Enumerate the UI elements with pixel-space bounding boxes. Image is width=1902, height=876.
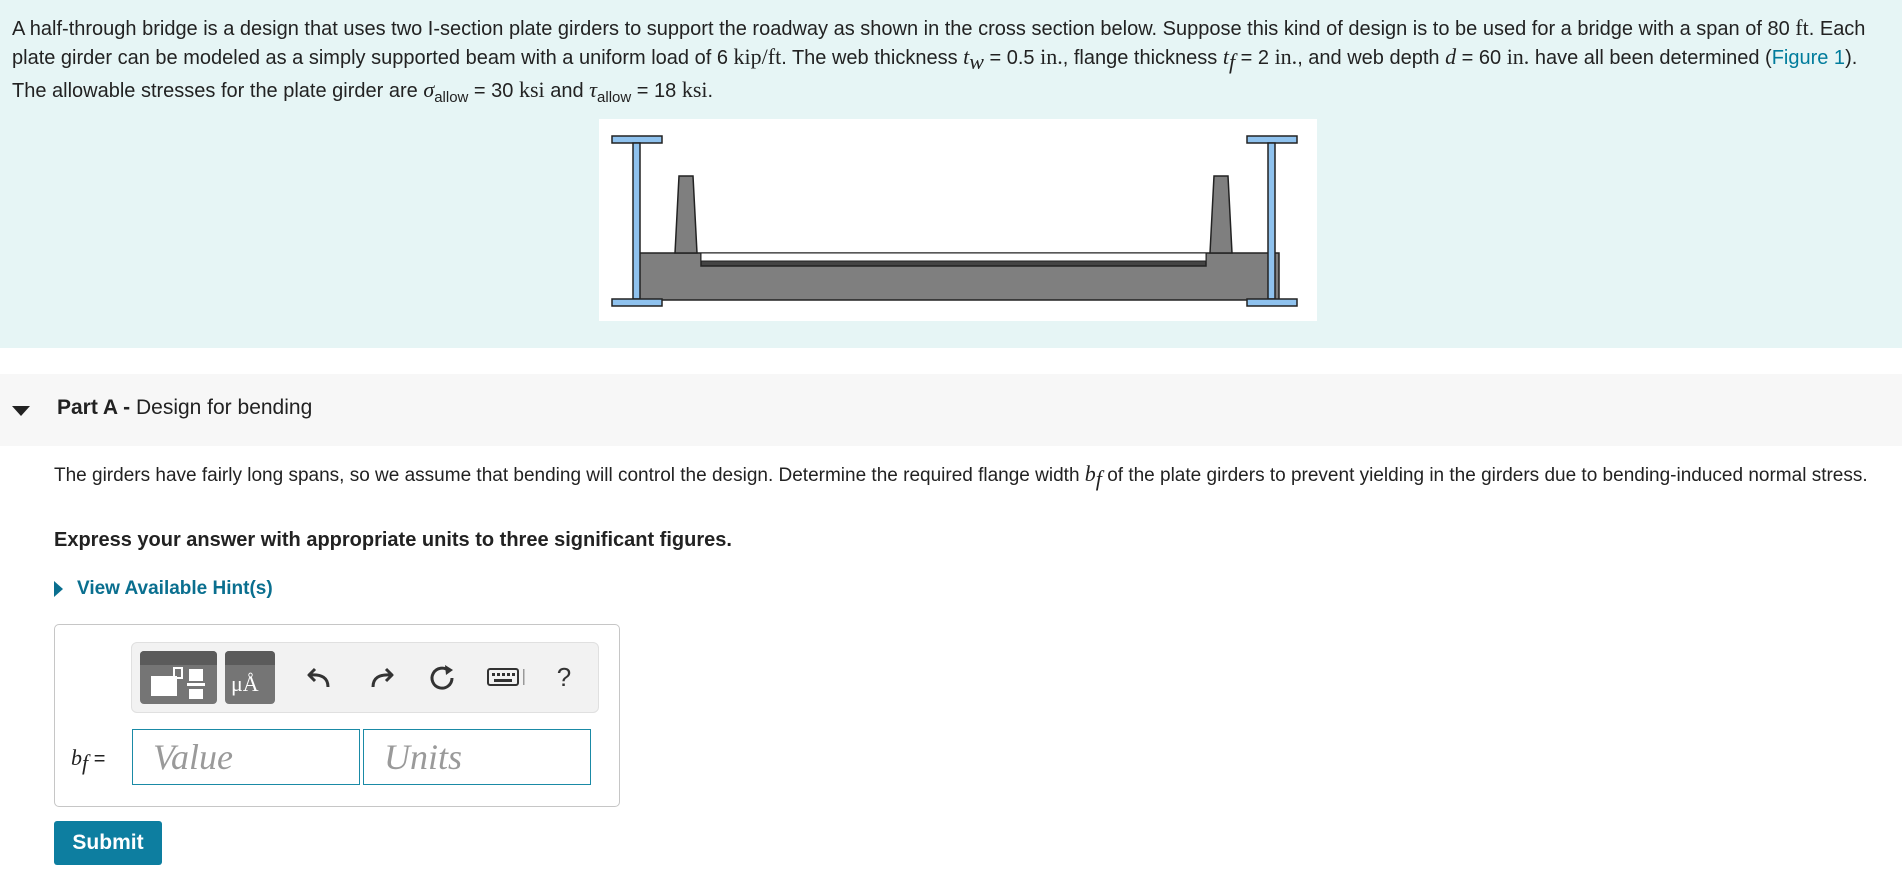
answer-box (54, 624, 620, 807)
help-button[interactable] (544, 657, 584, 697)
answer-instructions: Express your answer with appropriate units to three significant figures. (54, 529, 732, 551)
part-a-title: Part A - Design for bending (57, 396, 313, 419)
templates-icon (140, 651, 217, 704)
figure-1-link[interactable]: Figure 1 (1771, 47, 1846, 69)
reset-button[interactable] (422, 657, 462, 697)
units-icon: μÅ (231, 671, 259, 696)
collapse-caret-icon[interactable] (12, 406, 30, 416)
bridge-cross-section-figure (599, 119, 1317, 321)
undo-icon (306, 663, 334, 691)
answer-variable-label: $b_f$ = (71, 745, 106, 775)
units-input[interactable] (363, 729, 591, 785)
problem-statement-panel (0, 0, 1902, 348)
left-curb (675, 176, 697, 253)
bridge-cross-section-drawing (599, 119, 1317, 321)
part-a-header[interactable] (0, 374, 1902, 446)
value-input[interactable] (132, 729, 360, 785)
reset-icon (427, 662, 457, 692)
right-curb (1210, 176, 1232, 253)
units-button[interactable] (225, 651, 275, 704)
math-toolbar (131, 642, 599, 713)
templates-button[interactable] (140, 651, 217, 704)
undo-button[interactable] (300, 657, 340, 697)
help-icon: ? (556, 661, 572, 692)
keyboard-button[interactable] (486, 657, 526, 697)
keyboard-icon (486, 665, 526, 689)
expand-caret-icon (54, 581, 63, 597)
redo-icon (367, 663, 395, 691)
submit-button[interactable]: Submit (54, 821, 162, 865)
problem-statement: A half-through bridge is a design that uses two I-section plate girders to support the roadway as shown in the cross section below. Suppose this kind of design is to be used for a bridge with a span of 80 ft. Each plate girder can be modeled as a simply supported beam with a uniform load of 6 kip/ft. The web thickness $t_w = 0.5$ in., flange thickness $t_f = 2$ in., and web depth d = 60 in. have all been determined (Figure 1). The allowable stresses for the plate girder are $\sigma_{allow} = 30$ ksi and $\tau_{allow} = 18$ ksi. (12, 15, 1866, 106)
part-a-question: The girders have fairly long spans, so we assume that bending will control the design. Determine the required flange width $b_f$ of the plate girders to prevent yielding in the girders due to bending-induced normal stress. (54, 461, 1868, 491)
redo-button[interactable] (361, 657, 401, 697)
view-hints-link[interactable]: View Available Hint(s) (54, 578, 273, 600)
